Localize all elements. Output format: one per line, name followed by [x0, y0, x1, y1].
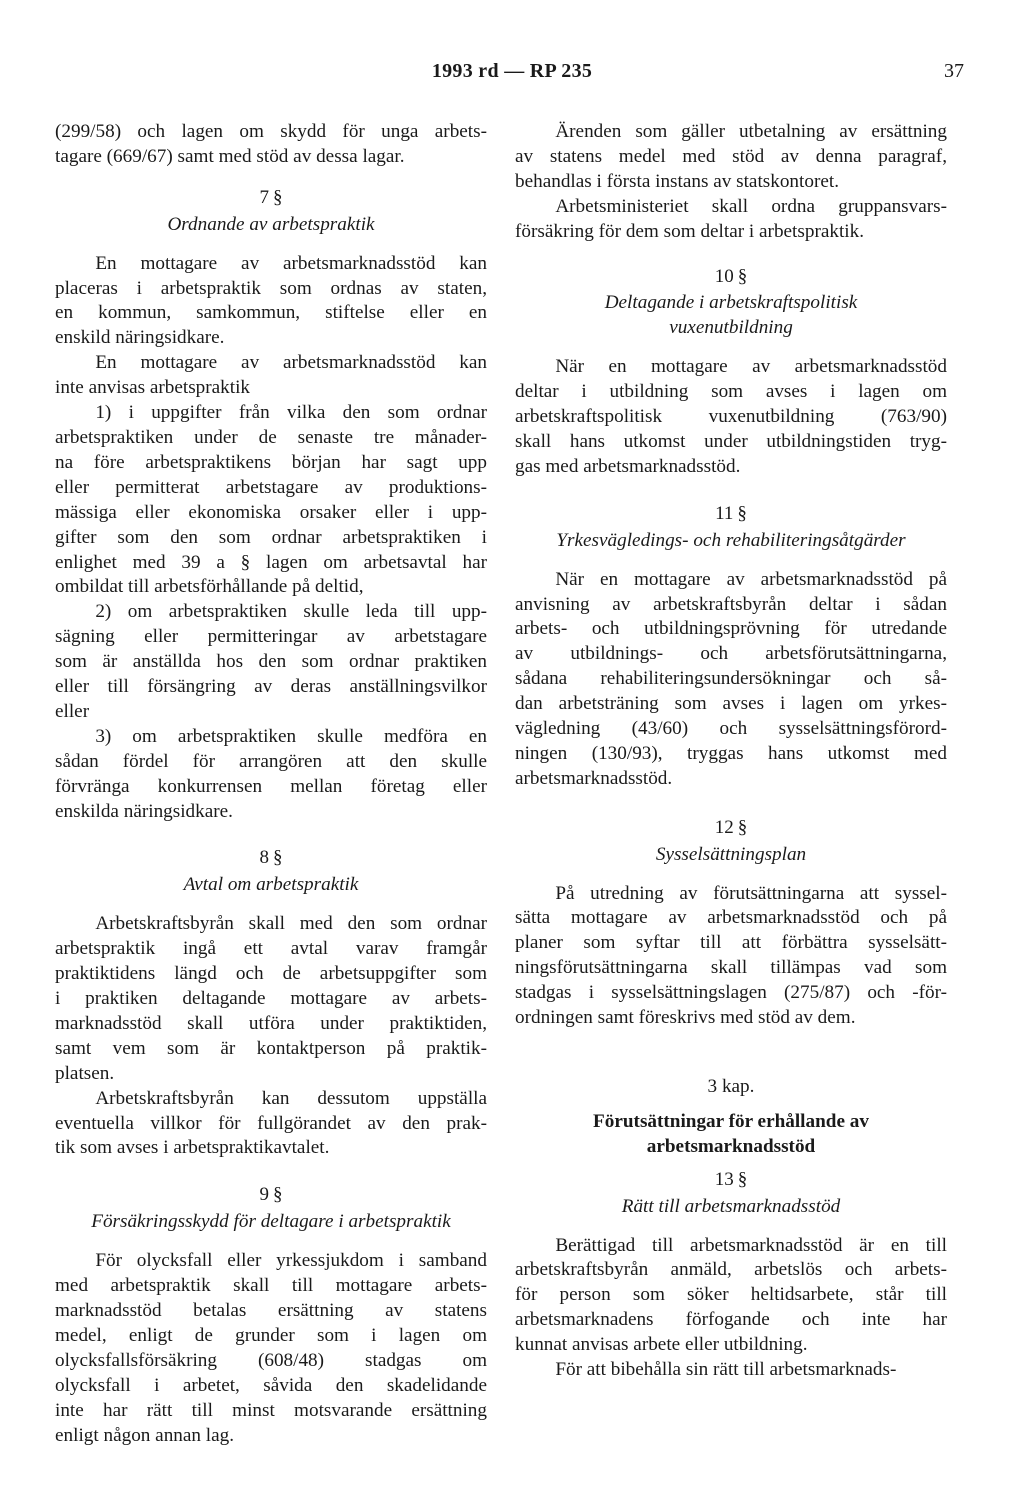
text-line: När en mottagare av arbetsmarknadsstöd	[555, 356, 947, 378]
section-heading-12	[515, 816, 947, 841]
text-line: av statens medel med stöd av denna paragraf,	[515, 145, 947, 167]
paragraph	[55, 351, 487, 401]
text-line: 2) om arbetspraktiken skulle leda till upp-	[95, 601, 487, 623]
section-heading-9	[55, 1183, 487, 1208]
paragraph	[55, 725, 487, 825]
paragraph	[515, 882, 947, 1031]
section-symbol: §	[737, 265, 748, 287]
text-line: skall hans utkomst under utbildningstiden tryg-	[515, 430, 947, 452]
section-title: Ordnande av arbetspraktik	[167, 213, 375, 235]
chapter-title-line: Förutsättningar för erhållande av	[593, 1110, 869, 1132]
section-number: 8	[259, 847, 269, 869]
section-title-line: vuxenutbildning	[669, 317, 793, 339]
section-title: Avtal om arbetspraktik	[183, 874, 359, 896]
section-title	[515, 291, 947, 341]
text-line: 1) i uppgifter från vilka den som ordnar	[95, 402, 487, 424]
section-symbol: §	[737, 502, 747, 524]
text-line: förvränga konkurrensen mellan företag eller	[55, 775, 487, 797]
paragraph	[515, 195, 947, 245]
section-number: 9	[259, 1184, 269, 1206]
text-line: kunnat anvisas arbete eller utbildning.	[515, 1334, 808, 1356]
text-line: eller till försängring av deras anställningsvilkor	[55, 676, 487, 698]
text-line: stadgas i sysselsättningslagen (275/87) och -för-	[515, 982, 947, 1004]
text-line: platsen.	[55, 1062, 115, 1084]
text-line: marknadsstöd betalas ersättning av statens	[55, 1299, 487, 1321]
text-line: eller	[55, 700, 90, 722]
text-line: För olycksfall eller yrkessjukdom i samband	[95, 1250, 487, 1272]
paragraph	[55, 1087, 487, 1162]
text-line: för person som söker heltidsarbete, står till	[515, 1284, 947, 1306]
section-symbol: §	[737, 816, 748, 838]
text-line: arbetsmarknadsstöd.	[515, 767, 673, 789]
text-line: ningen (130/93), tryggas hans utkomst med	[515, 742, 947, 764]
section-symbol: §	[737, 1168, 748, 1190]
text-line: enlighet med 39 a § lagen om arbetsavtal har	[55, 551, 487, 573]
text-line: behandlas i första instans av statskontoret.	[515, 170, 839, 192]
text-line: arbetsmarknadens förfogande och inte har	[515, 1309, 947, 1331]
text-line: ningsförutsättningarna skall tillämpas vad som	[515, 957, 947, 979]
paragraph	[515, 120, 947, 195]
text-line: tik som avses i arbetspraktikavtalet.	[55, 1137, 330, 1159]
text-line: Ärenden som gäller utbetalning av ersättning	[555, 121, 947, 142]
text-line: enskilda näringsidkare.	[55, 800, 233, 822]
text-line: med arbetspraktik skall till mottagare arbets-	[55, 1275, 487, 1297]
text-line: arbetskraftspolitisk vuxenutbildning (763/90)	[515, 406, 947, 428]
text-line: inte anvisas arbetspraktik	[55, 377, 251, 399]
text-line: En mottagare av arbetsmarknadsstöd kan	[95, 352, 487, 374]
left-column	[55, 120, 487, 1448]
paragraph	[55, 120, 487, 170]
text-line: anvisning av arbetskraftsbyrån deltar i sådan	[515, 593, 947, 615]
text-line: praktiktidens längd och de arbetsuppgifter som	[55, 963, 487, 985]
text-line: sägning eller permitteringar av arbetstagare	[55, 626, 487, 648]
section-heading-8	[55, 846, 487, 871]
text-line: mässiga eller ekonomiska orsaker eller i upp-	[55, 501, 487, 523]
paragraph	[55, 252, 487, 352]
section-number: 11	[715, 502, 734, 524]
text-line: eller permitterat arbetstagare av produktions-	[55, 476, 487, 498]
text-line: sådan fördel för arrangören att den skulle	[55, 750, 487, 772]
paragraph	[515, 568, 947, 792]
text-line: På utredning av förutsättningarna att syssel-	[555, 882, 947, 904]
text-line: en kommun, samkommun, stiftelse eller en	[55, 302, 487, 324]
text-line: som är anställda hos den som ordnar praktiken	[55, 651, 487, 673]
paragraph	[55, 1249, 487, 1448]
chapter-title-line: arbetsmarknadsstöd	[646, 1135, 816, 1157]
section-symbol: §	[273, 186, 283, 208]
text-line: na före arbetspraktikens början har sagt upp	[55, 451, 487, 473]
text-line: av utbildnings- och arbetsförutsättningarna,	[515, 643, 947, 665]
text-line: enligt någon annan lag.	[55, 1424, 235, 1446]
text-line: arbetskraftsbyrån anmäld, arbetslös och arbets-	[515, 1259, 947, 1281]
text-line: När en mottagare av arbetsmarknadsstöd på	[555, 568, 947, 590]
paragraph	[55, 401, 487, 600]
text-line: olycksfallsförsäkring (608/48) stadgas om	[55, 1349, 487, 1371]
section-number: 7	[259, 186, 269, 208]
text-line: deltar i utbildning som avses i lagen om	[515, 381, 947, 403]
text-line: olycksfall i arbetet, såvida den skadelidande	[55, 1374, 487, 1396]
paragraph	[515, 1358, 947, 1383]
header-title: 1993 rd — RP 235	[431, 60, 593, 82]
page-header	[0, 60, 1024, 90]
section-heading-13	[515, 1168, 947, 1193]
section-symbol: §	[273, 1184, 283, 1206]
text-line: 3) om arbetspraktiken skulle medföra en	[95, 725, 487, 747]
section-heading-10	[515, 265, 947, 290]
text-line: Arbetsministeriet skall ordna gruppansvars-	[555, 195, 947, 217]
section-heading-7	[55, 186, 487, 211]
paragraph	[55, 912, 487, 1086]
paragraph	[55, 600, 487, 725]
text-line: gifter som den som ordnar arbetspraktiken i	[55, 526, 487, 548]
section-number: 12	[714, 816, 734, 838]
text-line: dan arbetsträning som avses i lagen om yrkes-	[515, 693, 947, 715]
page-number: 37	[944, 60, 964, 82]
text-line: Arbetskraftsbyrån skall med den som ordnar	[95, 913, 487, 935]
text-line: arbets- och utbildningsprövning för utredande	[515, 618, 947, 640]
text-line: arbetspraktiken under de senaste tre månader-	[55, 426, 487, 448]
text-line: i praktiken deltagande mottagare av arbets-	[55, 988, 487, 1009]
text-line: Arbetskraftsbyrån kan dessutom uppställa	[95, 1087, 487, 1109]
paragraph	[515, 355, 947, 480]
text-line: eventuella villkor för fullgörandet av den prak-	[55, 1112, 487, 1134]
chapter-title	[515, 1110, 947, 1160]
text-line: sådana rehabiliteringsundersökningar och så-	[515, 668, 947, 690]
section-title: Rätt till arbetsmarknadsstöd	[621, 1195, 841, 1217]
text-line: ordningen samt föreskrivs med stöd av dem.	[515, 1007, 856, 1029]
text-line: försäkring för dem som deltar i arbetspraktik.	[515, 220, 865, 242]
chapter-label: 3 kap.	[707, 1076, 755, 1097]
text-line: planer som syftar till att förbättra sysselsätt-	[515, 932, 947, 954]
paragraph	[515, 1234, 947, 1359]
section-number: 10	[714, 265, 734, 287]
section-title: Sysselsättningsplan	[655, 843, 807, 865]
section-title-line: Deltagande i arbetskraftspolitisk	[604, 292, 858, 314]
section-symbol: §	[273, 847, 283, 869]
text-line: enskild näringsidkare.	[55, 327, 225, 349]
text-line: ombildat till arbetsförhållande på deltid,	[55, 576, 364, 598]
text-line: medel, enligt de grunder som i lagen om	[55, 1324, 487, 1346]
text-line: Berättigad till arbetsmarknadsstöd är en till	[555, 1234, 947, 1256]
text-line: För att bibehålla sin rätt till arbetsmarknads-	[555, 1359, 897, 1381]
text-line: gas med arbetsmarknadsstöd.	[515, 455, 741, 477]
text-line: placeras i arbetspraktik som ordnas av staten,	[55, 277, 487, 299]
text-line: sätta mottagare av arbetsmarknadsstöd och på	[515, 907, 947, 929]
text-line: En mottagare av arbetsmarknadsstöd kan	[95, 252, 487, 274]
text-line: arbetspraktik ingå ett avtal varav framgår	[55, 938, 487, 960]
section-title: Försäkringsskydd för deltagare i arbetspraktik	[91, 1211, 451, 1233]
text-line: vägledning (43/60) och sysselsättningsförord-	[515, 718, 947, 740]
text-line: inte har rätt till minst motsvarande ersättning	[55, 1399, 487, 1421]
section-heading-11	[515, 502, 947, 527]
text-line: samt vem som är kontaktperson på praktik-	[55, 1037, 487, 1059]
section-title: Yrkesvägledings- och rehabiliteringsåtgärder	[556, 529, 906, 551]
text-line: marknadsstöd skall utföra under praktiktiden,	[55, 1012, 487, 1034]
text-line: tagare (669/67) samt med stöd av dessa lagar.	[55, 145, 405, 167]
right-column	[515, 120, 947, 1383]
section-number: 13	[714, 1168, 734, 1190]
text-line: (299/58) och lagen om skydd för unga arbets-	[55, 121, 487, 142]
